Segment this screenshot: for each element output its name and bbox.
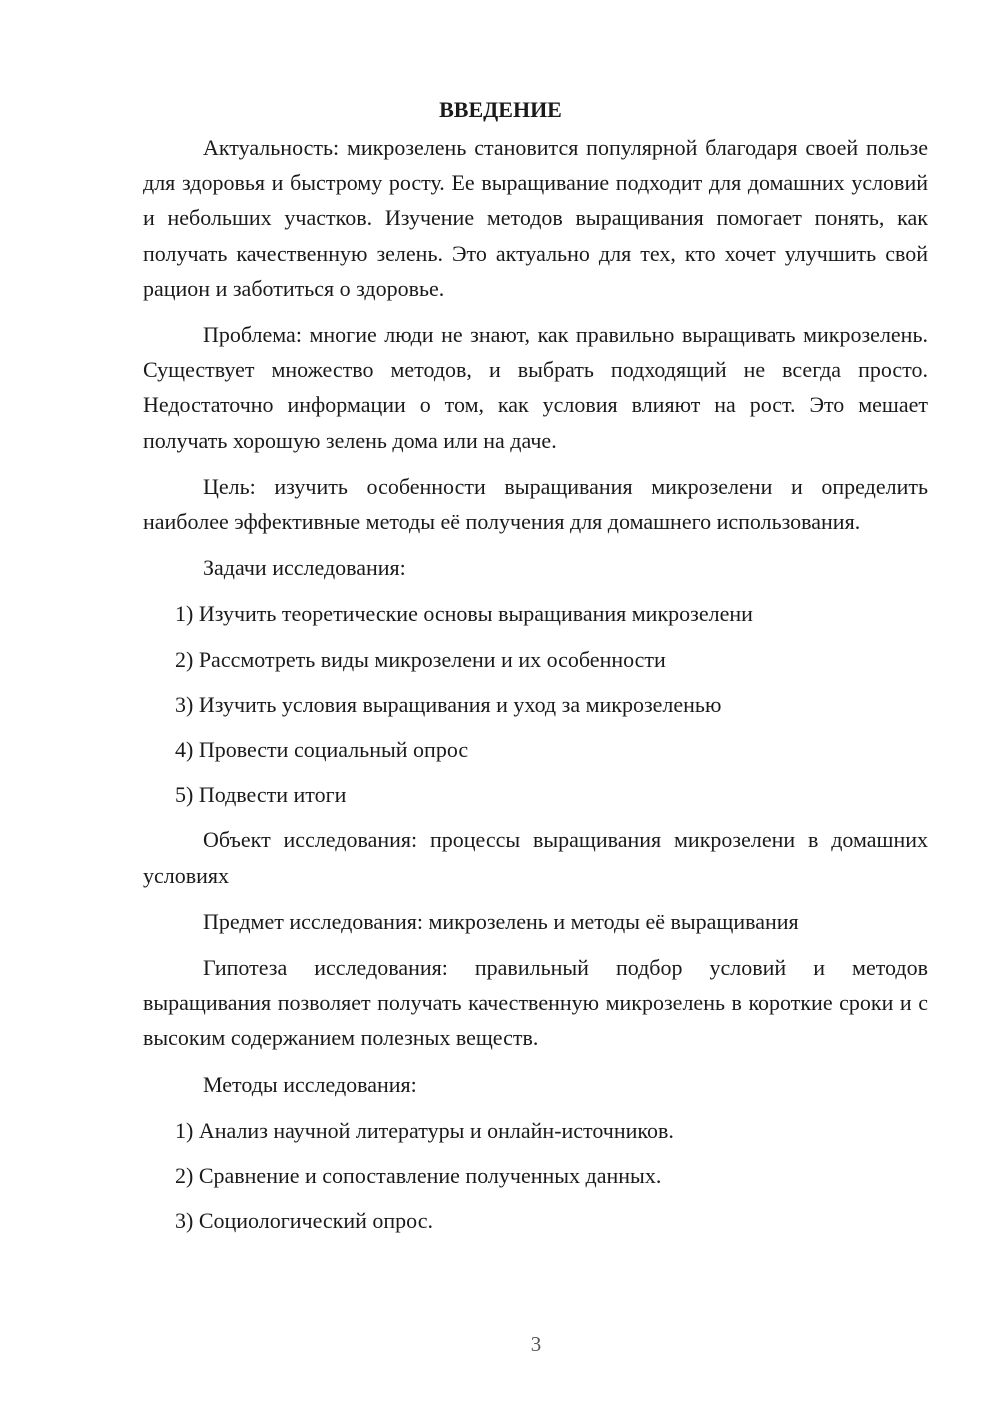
method-item: 1) Анализ научной литературы и онлайн-источников. <box>175 1117 674 1143</box>
problem-paragraph: Проблема: многие люди не знают, как правильно выращивать микрозелень. Существует множество методов, и выбрать подходящий не всегда просто. Недостаточно информации о том, как условия влияют на рост. Это мешает получать хорошую зелень дома или на даче. <box>143 322 928 453</box>
task-item: 3) Изучить условия выращивания и уход за микрозеленью <box>175 691 722 717</box>
tasks-title: Задачи исследования: <box>203 555 406 581</box>
section-heading: ВВЕДЕНИЕ <box>439 97 562 122</box>
task-item: 1) Изучить теоретические основы выращивания микрозелени <box>175 601 753 627</box>
task-item: 2) Рассмотреть виды микрозелени и их особенности <box>175 646 666 672</box>
subject-paragraph: Предмет исследования: микрозелень и методы её выращивания <box>203 908 799 934</box>
method-item: 3) Социологический опрос. <box>175 1208 433 1234</box>
object-paragraph: Объект исследования: процессы выращивания микрозелени в домашних условиях <box>143 827 928 888</box>
task-item: 4) Провести социальный опрос <box>175 737 469 763</box>
page-number: 3 <box>530 1332 542 1356</box>
method-item: 2) Сравнение и сопоставление полученных данных. <box>175 1163 662 1189</box>
hypothesis-paragraph: Гипотеза исследования: правильный подбор условий и методов выращивания позволяет получать качественную микрозелень в короткие сроки и с высоким содержанием полезных веществ. <box>143 955 928 1051</box>
goal-paragraph: Цель: изучить особенности выращивания микрозелени и определить наиболее эффективные методы её получения для домашнего использования. <box>143 473 928 535</box>
task-item: 5) Подвести итоги <box>175 782 347 808</box>
document-page <box>143 92 928 1238</box>
methods-title: Методы исследования: <box>203 1071 417 1097</box>
relevance-paragraph: Актуальность: микрозелень становится популярной благодаря своей пользе для здоровья и быстрому росту. Ее выращивание подходит для домашних условий и небольших участков. Изучение методов выращивания помогает понять, как получать качественную зелень. Это актуально для тех, кто хочет улучшить свой рацион и заботиться о здоровье. <box>143 135 928 301</box>
